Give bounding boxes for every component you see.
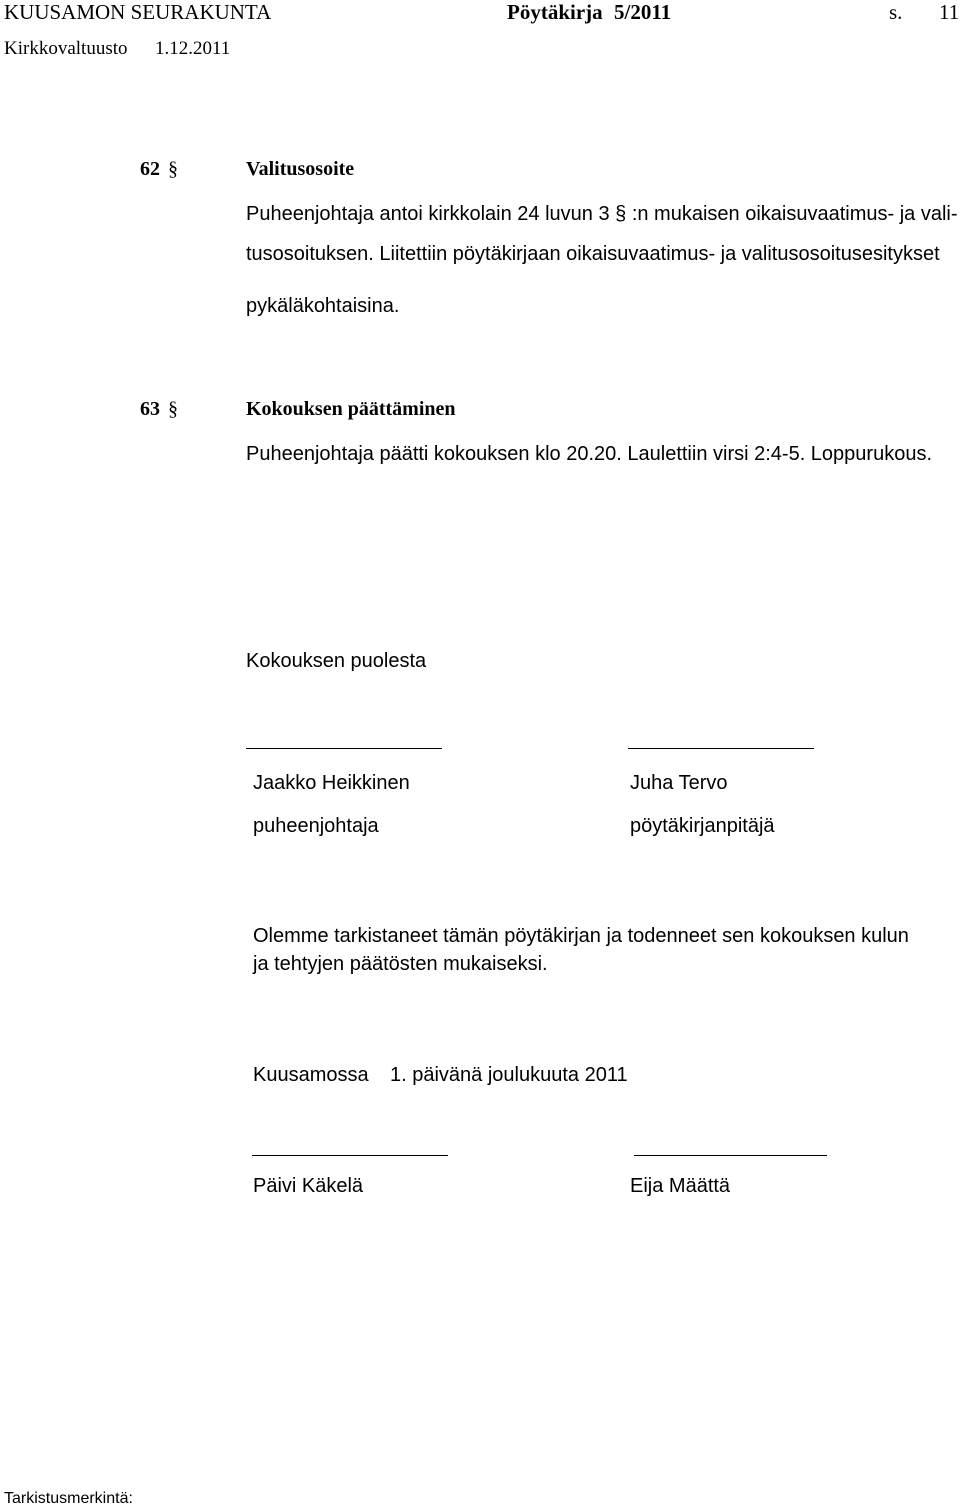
section-body-line: Puheenjohtaja päätti kokouksen klo 20.20. Laulettiin virsi 2:4-5. Loppurukous. xyxy=(246,443,933,465)
section-body-line: tusosoituksen. Liitettiin pöytäkirjaan oikaisuvaatimus- ja valitusosoitusesitykset xyxy=(246,243,940,265)
section-title: Kokouksen päättäminen xyxy=(246,398,456,420)
verifier-name-right: Eija Määttä xyxy=(630,1175,731,1197)
section-number: 63 xyxy=(140,398,160,420)
document-number: 5/2011 xyxy=(614,0,672,24)
verifier-line-left xyxy=(252,1155,448,1156)
on-behalf-label: Kokouksen puolesta xyxy=(246,650,427,672)
section-symbol: § xyxy=(168,158,178,180)
verifier-line-right xyxy=(634,1155,827,1156)
document-type: Pöytäkirja xyxy=(507,0,603,24)
meeting-date: 1.12.2011 xyxy=(155,38,231,59)
section-symbol: § xyxy=(168,398,178,420)
page-number: 11 xyxy=(939,0,960,24)
verification-date: 1. päivänä joulukuuta 2011 xyxy=(390,1064,628,1086)
signature-line-right xyxy=(628,748,814,749)
section-body-line: Puheenjohtaja antoi kirkkolain 24 luvun 3 § :n mukaisen oikaisuvaatimus- ja vali- xyxy=(246,203,958,225)
section-title: Valitusosoite xyxy=(246,158,355,180)
verification-statement: ja tehtyjen päätösten mukaiseksi. xyxy=(253,953,548,975)
organization-name: KUUSAMON SEURAKUNTA xyxy=(4,0,272,24)
page-label: s. xyxy=(889,0,903,24)
section-number: 62 xyxy=(140,158,160,180)
meeting-name: Kirkkovaltuusto xyxy=(4,38,128,59)
secretary-role: pöytäkirjanpitäjä xyxy=(630,815,775,837)
initials-label: Tarkistusmerkintä: xyxy=(4,1490,133,1507)
verification-place: Kuusamossa xyxy=(253,1064,369,1086)
chair-role: puheenjohtaja xyxy=(253,815,379,837)
verification-statement: Olemme tarkistaneet tämän pöytäkirjan ja todenneet sen kokouksen kulun xyxy=(253,925,909,947)
verifier-name-left: Päivi Käkelä xyxy=(253,1175,364,1197)
chair-name: Jaakko Heikkinen xyxy=(253,772,410,794)
signature-line-left xyxy=(246,748,442,749)
secretary-name: Juha Tervo xyxy=(630,772,728,794)
section-body-line: pykäläkohtaisina. xyxy=(246,295,400,317)
